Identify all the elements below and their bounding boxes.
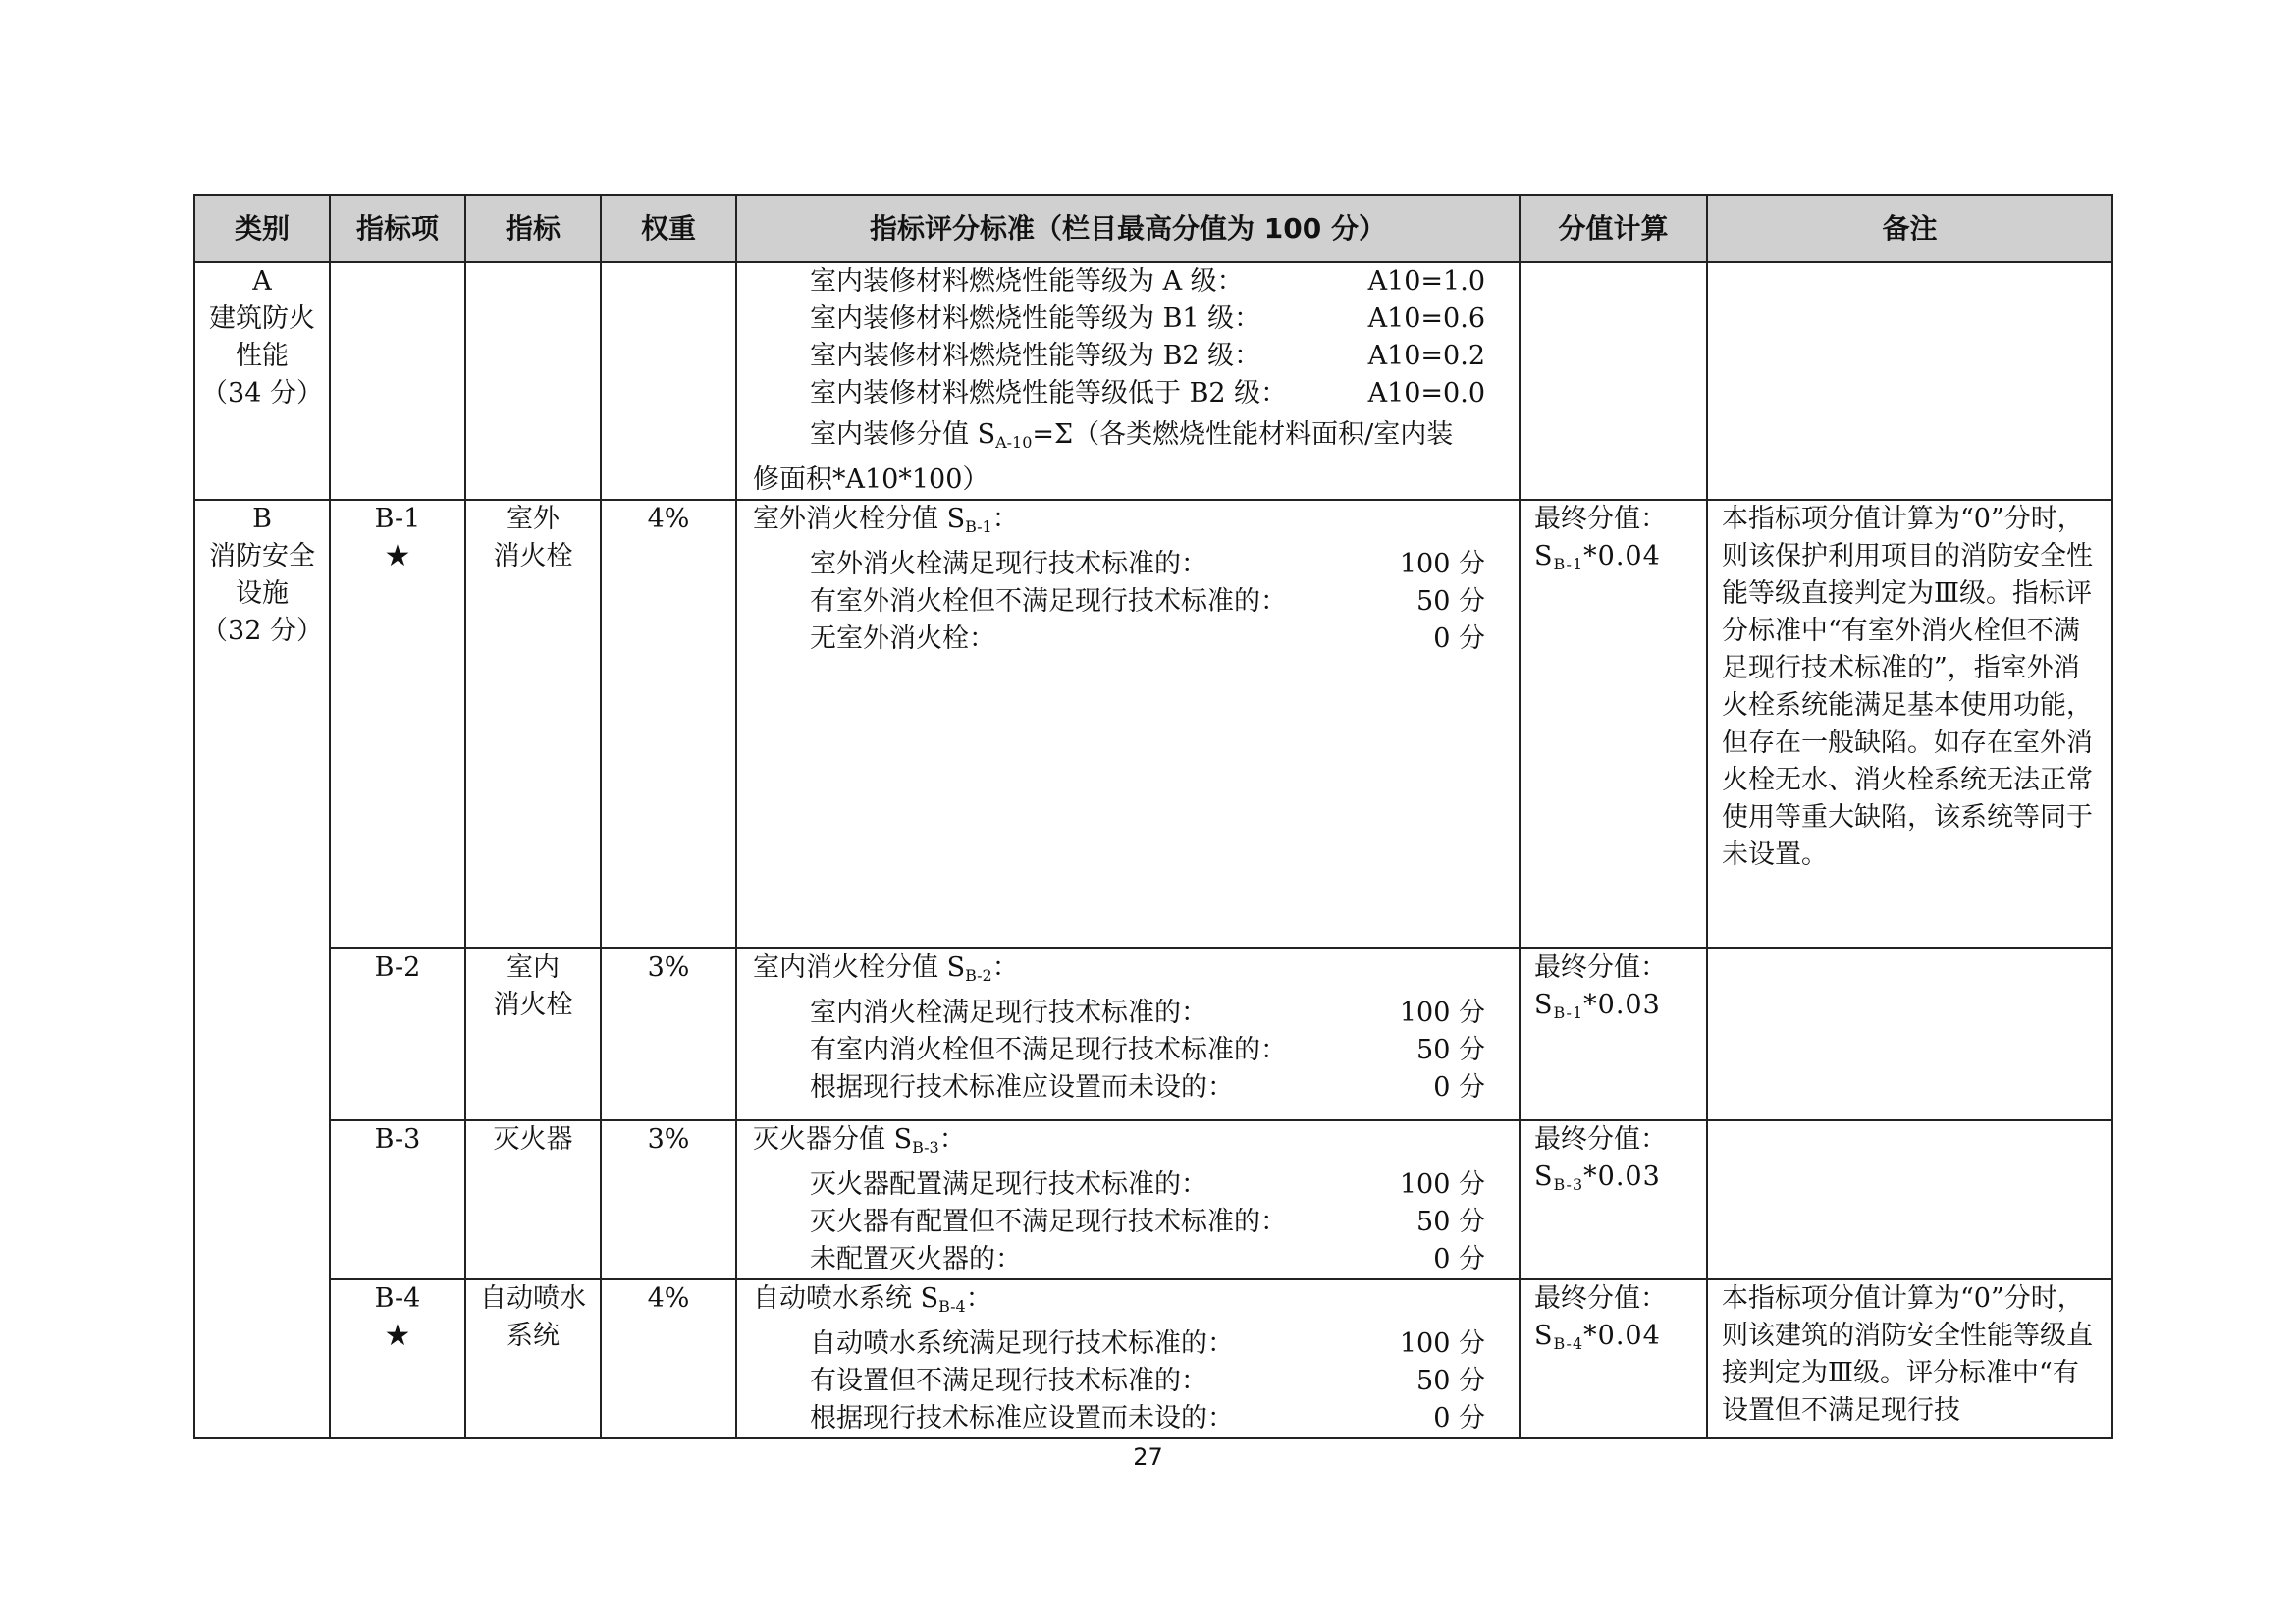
header-category: 类别 (194, 195, 330, 262)
item-id: B-2 (374, 952, 421, 983)
score-calc-cell (1520, 948, 1707, 1120)
criteria-cell (736, 262, 1520, 500)
remarks-cell (1707, 948, 2112, 1120)
criteria-line: 无室外消火栓： 0 分 (810, 623, 1485, 654)
criteria-line: 有室外消火栓但不满足现行技术标准的： 50 分 (810, 586, 1485, 617)
header-remarks: 备注 (1707, 195, 2112, 262)
criteria-heading: 室外消火栓分值 $S_{B-1}$： (753, 504, 1019, 536)
remarks-cell (1707, 1120, 2112, 1279)
criteria-line: 有室内消火栓但不满足现行技术标准的： 50 分 (810, 1035, 1485, 1065)
index-name: 灭火器 (493, 1124, 573, 1155)
criteria-cell (736, 500, 1520, 948)
remarks-cell: 本指标项分值计算为“0”分时，则该建筑的消防安全性能等级直接判定为Ⅲ级。评分标准中“有设置但不满足现行技 (1707, 1279, 2112, 1438)
index-name: 室外 (507, 504, 560, 534)
table-header-row (194, 195, 2112, 262)
score-calc-cell (1520, 1279, 1707, 1438)
category-name: 设施 (236, 578, 289, 609)
calc-label: 最终分值： (1534, 504, 1667, 534)
item-id: B-1 (374, 504, 421, 534)
criteria-heading: 自动喷水系统 $S_{B-4}$： (753, 1283, 992, 1316)
criteria-cell (736, 948, 1520, 1120)
table-row (194, 1120, 2112, 1279)
criteria-line: 室外消火栓满足现行技术标准的： 100 分 (810, 549, 1485, 579)
category-score: （32 分） (201, 616, 323, 646)
index-name: 消火栓 (493, 990, 573, 1020)
criteria-line: 根据现行技术标准应设置而未设的： 0 分 (810, 1072, 1485, 1103)
criteria-line: 室内消火栓满足现行技术标准的： 100 分 (810, 998, 1485, 1028)
category-name: 消防安全 (209, 541, 315, 571)
criteria-cell (736, 1120, 1520, 1279)
index-name: 自动喷水 (480, 1283, 586, 1314)
index-name-cell (465, 500, 601, 948)
category-name: 建筑防火 (209, 303, 315, 334)
category-name: 性能 (236, 341, 289, 371)
item-id-cell (330, 500, 465, 948)
empty-cell (330, 262, 465, 500)
star-icon: ★ (384, 539, 411, 573)
index-name: 室内 (507, 952, 560, 983)
item-id: B-4 (374, 1283, 421, 1314)
category-score: （34 分） (201, 378, 323, 408)
criteria-line: 室内装修材料燃烧性能等级低于 B2 级： A10=0.0 (810, 378, 1485, 408)
header-index: 指标 (465, 195, 601, 262)
criteria-line: 灭火器有配置但不满足现行技术标准的： 50 分 (810, 1207, 1485, 1237)
calc-formula: $S_{B-3}*0.03$ (1534, 1162, 1661, 1194)
criteria-line: 室内装修材料燃烧性能等级为 A 级： A10=1.0 (810, 266, 1485, 297)
empty-cell (1520, 262, 1707, 500)
item-id-cell (330, 948, 465, 1120)
formula-line: 室内装修分值 $S_{A-10}=\Sigma$（各类燃烧性能材料面积/室内装 (810, 419, 1454, 452)
index-name-cell (465, 1120, 601, 1279)
index-name: 消火栓 (493, 541, 573, 571)
calc-formula: $S_{B-1}*0.03$ (1534, 990, 1661, 1022)
index-name: 系统 (507, 1321, 560, 1351)
page-number: 27 (1133, 1443, 1163, 1471)
weight-cell: 4% (601, 500, 736, 948)
criteria-cell (736, 1279, 1520, 1438)
score-calc-cell (1520, 1120, 1707, 1279)
header-criteria: 指标评分标准（栏目最高分值为 100 分） (736, 195, 1520, 262)
table-row (194, 262, 2112, 500)
weight-cell: 4% (601, 1279, 736, 1438)
score-calc-cell (1520, 500, 1707, 948)
calc-label: 最终分值： (1534, 1124, 1667, 1155)
header-score-calc: 分值计算 (1520, 195, 1707, 262)
criteria-line: 自动喷水系统满足现行技术标准的： 100 分 (810, 1328, 1485, 1359)
calc-formula: $S_{B-4}*0.04$ (1534, 1321, 1661, 1353)
criteria-line: 室内装修材料燃烧性能等级为 B1 级： A10=0.6 (810, 303, 1485, 334)
category-b-cell (194, 500, 330, 1438)
header-index-item: 指标项 (330, 195, 465, 262)
item-id-cell (330, 1120, 465, 1279)
index-name-cell (465, 1279, 601, 1438)
criteria-heading: 室内消火栓分值 $S_{B-2}$： (753, 952, 1019, 985)
item-id-cell (330, 1279, 465, 1438)
criteria-line: 灭火器配置满足现行技术标准的： 100 分 (810, 1169, 1485, 1200)
criteria-line: 未配置灭火器的： 0 分 (810, 1244, 1485, 1274)
category-a-cell (194, 262, 330, 500)
table-row (194, 1279, 2112, 1438)
criteria-line: 室内装修材料燃烧性能等级为 B2 级： A10=0.2 (810, 341, 1485, 371)
remarks-cell: 本指标项分值计算为“0”分时，则该保护利用项目的消防安全性能等级直接判定为Ⅲ级。指标评分标准中“有室外消火栓但不满足现行技术标准的”，指室外消火栓系统能满足基本使用功能，但存在一般缺陷。如存在室外消火栓无水、消火栓系统无法正常使用等重大缺陷，该系统等同于未设置。 (1707, 500, 2112, 948)
criteria-line: 有设置但不满足现行技术标准的： 50 分 (810, 1366, 1485, 1396)
item-id: B-3 (374, 1124, 421, 1155)
star-icon: ★ (384, 1319, 411, 1353)
empty-cell (465, 262, 601, 500)
category-code: A (252, 266, 272, 297)
calc-formula: $S_{B-1}*0.04$ (1534, 541, 1661, 573)
index-name-cell (465, 948, 601, 1120)
empty-cell (601, 262, 736, 500)
header-weight: 权重 (601, 195, 736, 262)
criteria-line: 根据现行技术标准应设置而未设的： 0 分 (810, 1403, 1485, 1434)
weight-cell: 3% (601, 948, 736, 1120)
evaluation-table (193, 194, 2113, 1439)
empty-cell (1707, 262, 2112, 500)
category-code: B (252, 504, 272, 534)
calc-label: 最终分值： (1534, 952, 1667, 983)
table-row (194, 500, 2112, 948)
weight-cell: 3% (601, 1120, 736, 1279)
calc-label: 最终分值： (1534, 1283, 1667, 1314)
formula-line: 修面积*A10*100） (753, 464, 989, 495)
criteria-heading: 灭火器分值 $S_{B-3}$： (753, 1124, 966, 1157)
table-row (194, 948, 2112, 1120)
